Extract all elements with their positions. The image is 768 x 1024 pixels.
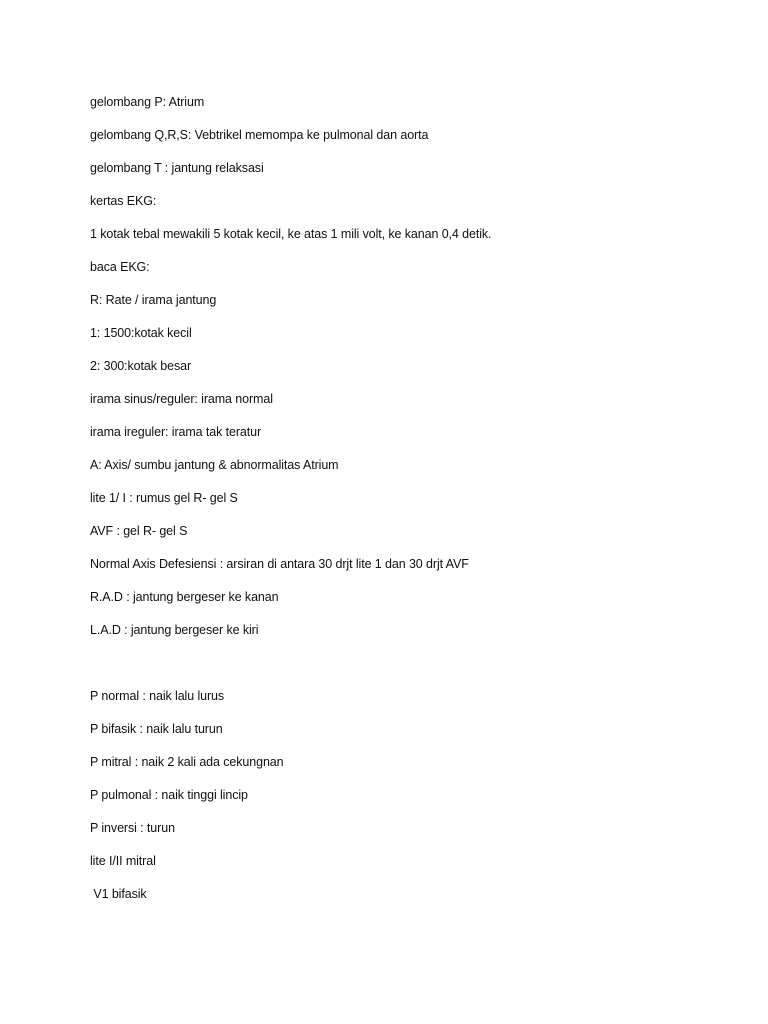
blank-line <box>90 655 730 688</box>
text-line: irama sinus/reguler: irama normal <box>90 392 273 406</box>
text-line: A: Axis/ sumbu jantung & abnormalitas Atrium <box>90 458 339 472</box>
text-line: kertas EKG: <box>90 194 157 208</box>
text-line: R.A.D : jantung bergeser ke kanan <box>90 590 279 604</box>
text-line: P mitral : naik 2 kali ada cekungnan <box>90 755 284 769</box>
text-line: baca EKG: <box>90 260 150 274</box>
text-line: 2: 300:kotak besar <box>90 359 192 373</box>
text-line: 1 kotak tebal mewakili 5 kotak kecil, ke atas 1 mili volt, ke kanan 0,4 detik. <box>90 227 492 241</box>
text-line: gelombang P: Atrium <box>90 95 205 109</box>
text-line: L.A.D : jantung bergeser ke kiri <box>90 623 259 637</box>
text-line: irama ireguler: irama tak teratur <box>90 425 262 439</box>
text-line: gelombang Q,R,S: Vebtrikel memompa ke pulmonal dan aorta <box>90 128 429 142</box>
text-line: P bifasik : naik lalu turun <box>90 722 223 736</box>
text-line: V1 bifasik <box>90 887 147 901</box>
text-line: AVF : gel R- gel S <box>90 524 188 538</box>
text-line: R: Rate / irama jantung <box>90 293 217 307</box>
text-line: P pulmonal : naik tinggi lincip <box>90 788 248 802</box>
text-line: P normal : naik lalu lurus <box>90 689 225 703</box>
text-line: P inversi : turun <box>90 821 175 835</box>
text-line: gelombang T : jantung relaksasi <box>90 161 264 175</box>
text-line: 1: 1500:kotak kecil <box>90 326 192 340</box>
text-line: lite 1/ I : rumus gel R- gel S <box>90 491 238 505</box>
text-line: Normal Axis Defesiensi : arsiran di antara 30 drjt lite 1 dan 30 drjt AVF <box>90 557 469 571</box>
document-body <box>90 94 730 919</box>
text-line: lite I/II mitral <box>90 854 156 868</box>
